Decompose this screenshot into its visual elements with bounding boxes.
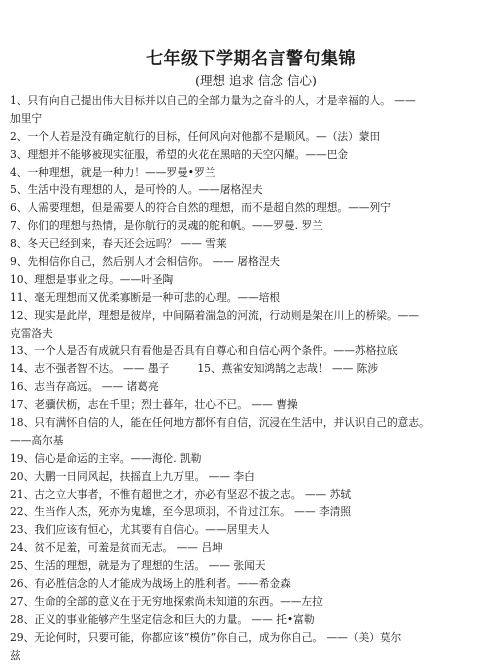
quote-line: 1、只有向自己提出伟大目标并以自己的全部力量为之奋斗的人，才是幸福的人。 —— <box>10 94 416 107</box>
quote-line: 4、一种理想，就是一种力！——罗曼•罗兰 <box>10 165 216 179</box>
quote-line: 20、大鹏一日同风起，扶摇直上九万里。 —— 李白 <box>10 469 255 483</box>
quote-line: 21、古之立大事者，不惟有超世之才，亦必有坚忍不拔之志。 —— 苏轼 <box>10 487 352 501</box>
quote-line: 5、生活中没有理想的人，是可怜的人。——屠格涅夫 <box>10 183 263 197</box>
quote-line: 3、理想并不能够被现实征服，希望的火花在黑暗的天空闪耀。——巴金 <box>10 147 349 161</box>
quote-line: 22、生当作人杰，死亦为鬼雄，至今思项羽，不肯过江东。 —— 李清照 <box>10 505 352 519</box>
quote-line: 16、志当存高远。 —— 诸葛亮 <box>10 380 159 394</box>
quote-line: 9、先相信你自己，然后别人才会相信你。 —— 屠格涅夫 <box>10 255 281 269</box>
quote-line-left: 14、志不强者智不达。 —— 墨子 <box>10 362 170 376</box>
quote-line: 19、信心是命运的主宰。——海伦. 凯勒 <box>10 451 202 465</box>
quote-line: 10、理想是事业之母。——叶圣陶 <box>10 272 174 286</box>
quote-line: 24、贫不足羞，可羞是贫而无志。 —— 吕坤 <box>10 541 223 555</box>
quote-line: 29、无论何时，只要可能，你都应该“模仿”你自己，成为你自己。 ——（美）莫尔 <box>10 630 402 644</box>
quote-line: 6、人需要理想，但是需要人的符合自然的理想，而不是超自然的理想。——列宁 <box>10 201 391 215</box>
quote-line: 17、老骥伏枥，志在千里；烈士暮年，壮心不已。 —— 曹操 <box>10 398 298 412</box>
quote-line: 7、你们的理想与热情，是你航行的灵魂的舵和帆。——罗曼. 罗兰 <box>10 219 323 233</box>
quote-line: 加里宁 <box>10 111 43 125</box>
quote-line: 25、生活的理想，就是为了理想的生活。 —— 张闻天 <box>10 559 266 573</box>
page-subtitle: (理想 追求 信念 信心) <box>195 73 317 88</box>
quote-line: ——高尔基 <box>10 433 64 447</box>
quote-pair-line <box>10 360 492 378</box>
quote-line: 兹 <box>10 648 21 662</box>
quote-list <box>10 92 492 665</box>
quote-line: 12、现实是此岸，理想是彼岸，中间隔着湍急的河流，行动则是架在川上的桥梁。—— <box>10 308 420 322</box>
page-title: 七年级下学期名言警句集锦 <box>146 49 356 69</box>
quote-line: 13、一个人是否有成就只有看他是否具有自尊心和自信心两个条件。——苏格拉底 <box>10 344 398 358</box>
quote-line: 26、有必胜信念的人才能成为战场上的胜利者。——希金森 <box>10 577 291 591</box>
quote-line: 23、我们应该有恒心，尤其要有自信心。——居里夫人 <box>10 523 270 537</box>
quote-line: 18、只有满怀自信的人，能在任何地方都怀有自信，沉浸在生活中，并认识自己的意志。 <box>10 416 430 430</box>
quote-line: 27、生命的全部的意义在于无穷地探索尚未知道的东西。——左拉 <box>10 594 323 608</box>
quote-line: 2、一个人若是没有确定航行的目标，任何风向对他都不是顺风。—（法）蒙田 <box>10 129 381 143</box>
quote-line: 28、正义的事业能够产生坚定信念和巨大的力量。 —— 托•富勒 <box>10 612 315 626</box>
quote-line: 克雷洛夫 <box>10 326 53 340</box>
quote-line: 8、冬天已经到来，春天还会远吗？ —— 雪莱 <box>10 237 227 251</box>
quote-line: 11、毫无理想而又优柔寡断是一种可悲的心理。——培根 <box>10 290 281 304</box>
quote-line-right: 15、燕雀安知鸿鹄之志哉！ —— 陈涉 <box>197 362 379 376</box>
